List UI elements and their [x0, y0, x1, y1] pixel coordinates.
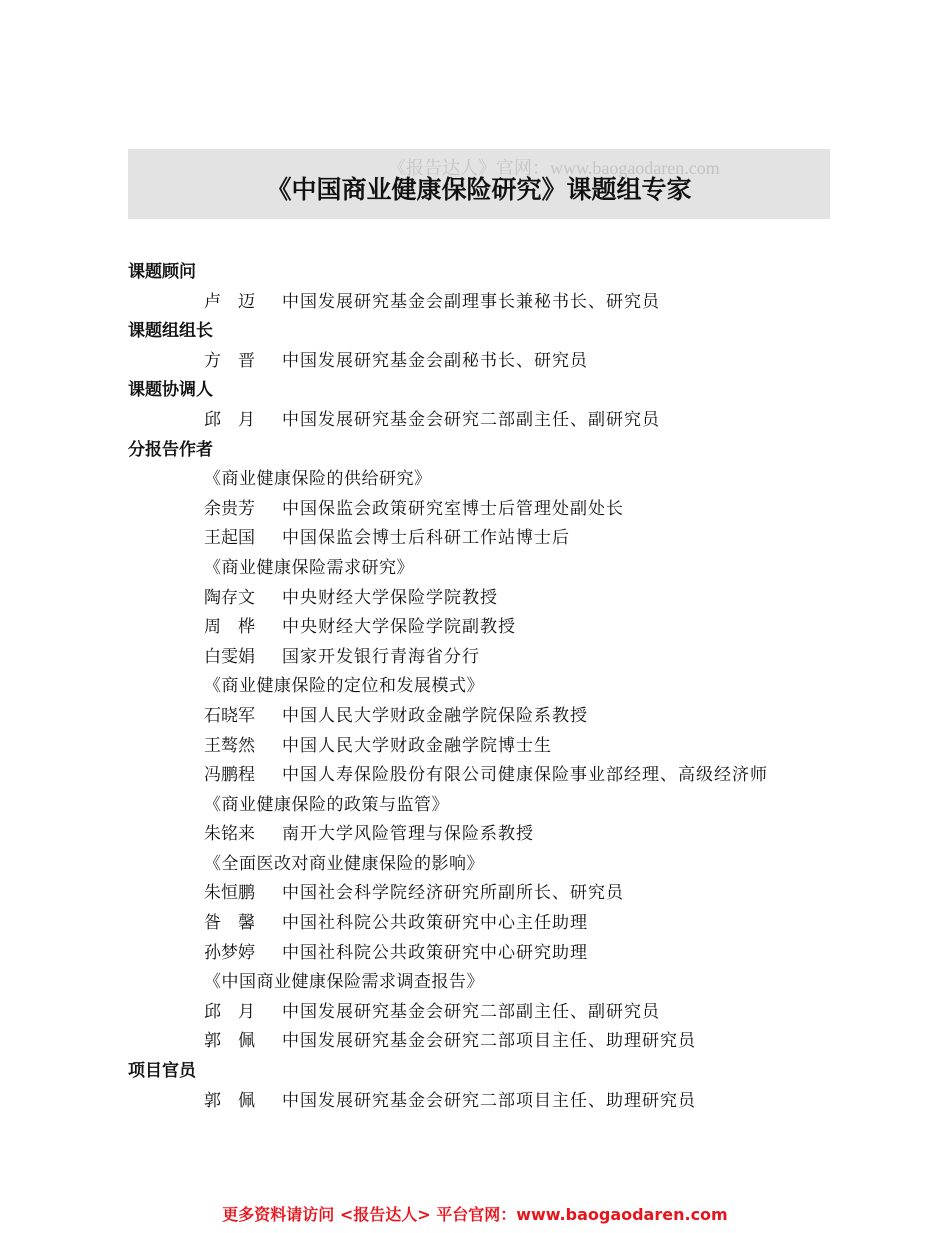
member-row [128, 702, 888, 732]
member-row [128, 613, 888, 643]
member-row [128, 1087, 888, 1117]
section-heading-advisor: 课题顾问 [128, 262, 196, 282]
watermark: 《报告达人》官网：www.baogaodaren.com [388, 158, 720, 178]
member-role: 中国社科院公共政策研究中心主任助理 [282, 913, 588, 934]
report-title: 《商业健康保险的定位和发展模式》 [204, 676, 484, 697]
member-row [128, 347, 888, 377]
member-row [128, 495, 888, 525]
member-row [128, 584, 888, 614]
member-name: 方 晋 [204, 350, 255, 371]
member-role: 中国社科院公共政策研究中心研究助理 [282, 942, 588, 963]
member-role: 中央财经大学保险学院教授 [282, 587, 498, 608]
member-role: 中国人民大学财政金融学院保险系教授 [282, 705, 588, 726]
member-name: 冯鹏程 [204, 765, 255, 786]
member-name: 王骜然 [204, 735, 255, 756]
member-row [128, 643, 888, 673]
page-title: 《中国商业健康保险研究》课题组专家 [266, 175, 692, 204]
section-heading-authors: 分报告作者 [128, 439, 213, 460]
section-heading-coordinator: 课题协调人 [128, 380, 213, 401]
member-role: 中国发展研究基金会副秘书长、研究员 [282, 350, 588, 371]
member-row [128, 761, 888, 791]
member-name: 卢 迈 [204, 291, 255, 312]
member-name: 白雯娟 [204, 646, 255, 667]
report-title: 《商业健康保险需求研究》 [204, 557, 414, 578]
member-role: 南开大学风险管理与保险系教授 [282, 824, 534, 845]
member-role: 中国人民大学财政金融学院博士生 [282, 735, 552, 756]
member-name: 邱 月 [204, 1001, 255, 1022]
member-role: 中国发展研究基金会研究二部项目主任、助理研究员 [282, 1090, 696, 1111]
member-name: 石晓军 [204, 705, 255, 726]
member-name: 孙梦婷 [204, 942, 255, 963]
member-role: 中国保监会政策研究室博士后管理处副处长 [282, 498, 624, 519]
member-role: 中国发展研究基金会研究二部副主任、副研究员 [282, 409, 660, 430]
expert-list [128, 258, 888, 1116]
report-title: 《中国商业健康保险需求调查报告》 [204, 972, 484, 993]
member-name: 周 桦 [204, 617, 255, 638]
member-name: 余贵芳 [204, 498, 255, 519]
member-role: 国家开发银行青海省分行 [282, 646, 480, 667]
member-row [128, 1027, 888, 1057]
member-row [128, 879, 888, 909]
member-role: 中国发展研究基金会研究二部项目主任、助理研究员 [282, 1031, 696, 1052]
member-role: 中央财经大学保险学院副教授 [282, 617, 516, 638]
report-title: 《全面医改对商业健康保险的影响》 [204, 853, 484, 874]
member-row [128, 909, 888, 939]
member-row [128, 524, 888, 554]
member-name: 朱铭来 [204, 824, 255, 845]
member-role: 中国人寿保险股份有限公司健康保险事业部经理、高级经济师 [282, 765, 768, 786]
member-name: 郭 佩 [204, 1090, 255, 1111]
report-title: 《商业健康保险的供给研究》 [204, 469, 432, 490]
member-row [128, 288, 888, 318]
member-role: 中国发展研究基金会副理事长兼秘书长、研究员 [282, 291, 660, 312]
footer-promo-text: 更多资料请访问 <报告达人> 平台官网：www.baogaodaren.com [222, 1205, 728, 1224]
member-name: 邱 月 [204, 409, 255, 430]
member-name: 郭 佩 [204, 1031, 255, 1052]
member-role: 中国保监会博士后科研工作站博士后 [282, 528, 570, 549]
member-name: 朱恒鹏 [204, 883, 255, 904]
member-row [128, 939, 888, 969]
member-name: 昝 馨 [204, 913, 255, 934]
report-title: 《商业健康保险的政策与监管》 [204, 794, 449, 815]
member-row [128, 406, 888, 436]
member-row [128, 820, 888, 850]
member-row [128, 998, 888, 1028]
section-heading-project-officer: 项目官员 [128, 1061, 196, 1082]
member-role: 中国发展研究基金会研究二部副主任、副研究员 [282, 1001, 660, 1022]
member-name: 王起国 [204, 528, 255, 549]
member-name: 陶存文 [204, 587, 255, 608]
section-heading-leader: 课题组组长 [128, 321, 213, 342]
member-role: 中国社会科学院经济研究所副所长、研究员 [282, 883, 624, 904]
member-row [128, 732, 888, 762]
